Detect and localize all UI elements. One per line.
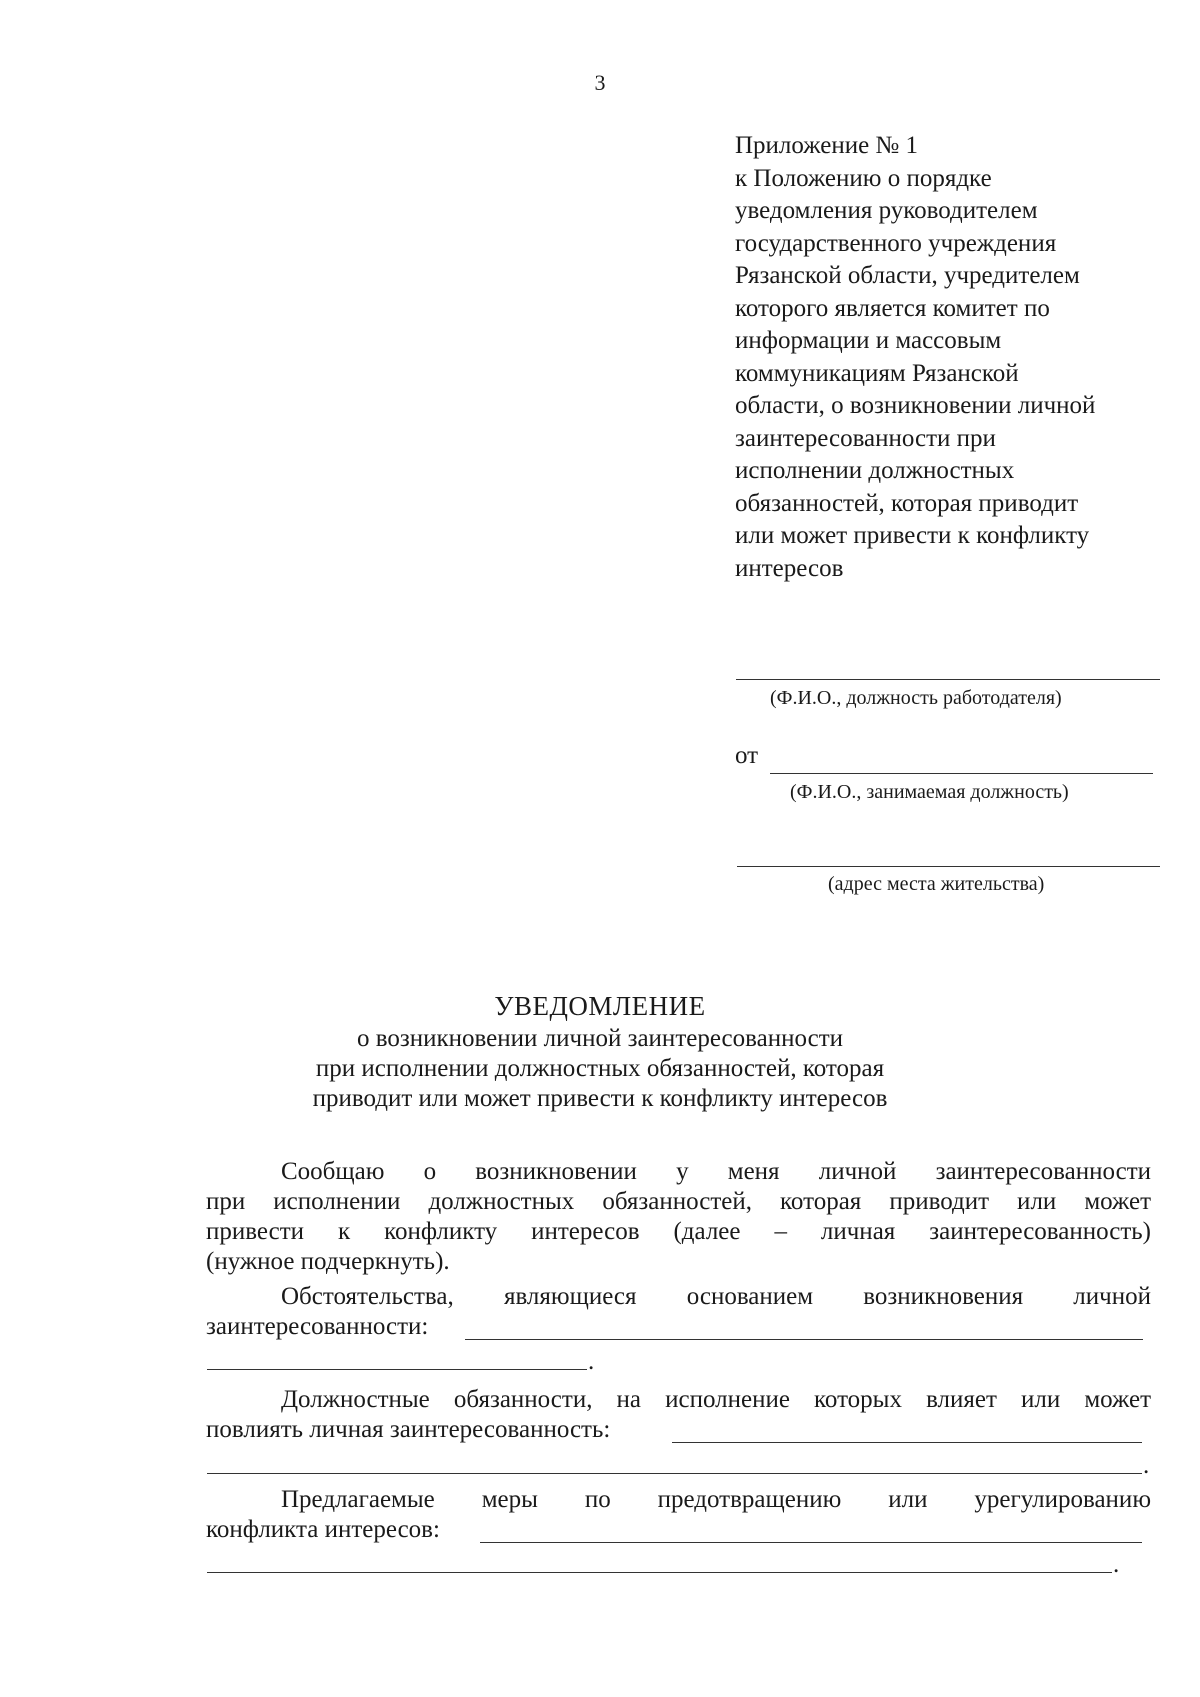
appendix-line: Приложение № 1 (735, 132, 919, 159)
appendix-line: информации и массовым (735, 327, 1002, 354)
address-field-line[interactable] (737, 866, 1160, 867)
body-line: (нужное подчеркнуть). (206, 1248, 450, 1275)
duties-label: повлиять личная заинтересованность: (206, 1416, 611, 1443)
appendix-line: Рязанской области, учредителем (735, 262, 1080, 289)
body-line: привести к конфликту интересов (далее – личная заинтересованность) (206, 1218, 1151, 1245)
appendix-reference (735, 130, 1175, 585)
paragraph-circumstances (206, 1282, 1151, 1312)
title-line: при исполнении должностных обязанностей, которая (315, 1055, 885, 1082)
page-number: 3 (594, 70, 606, 95)
paragraph-duties (206, 1385, 1151, 1415)
notification-title-block (0, 988, 1200, 1114)
period: . (588, 1348, 595, 1375)
document-title: УВЕДОМЛЕНИЕ (494, 991, 706, 1021)
appendix-line: или может привести к конфликту (735, 522, 1090, 549)
appendix-line: которого является комитет по (735, 294, 1050, 322)
body-line: Должностные обязанности, на исполнение которых влияет или может (281, 1386, 1151, 1413)
body-line: Обстоятельства, являющиеся основанием возникновения личной (281, 1283, 1151, 1310)
title-line: о возникновении личной заинтересованности (356, 1025, 844, 1052)
body-line: Предлагаемые меры по предотвращению или урегулированию (281, 1486, 1151, 1513)
appendix-line: интересов (735, 554, 844, 582)
circumstances-field-line-2[interactable] (207, 1369, 587, 1370)
paragraph-measures (206, 1485, 1151, 1515)
circumstances-field-line[interactable] (465, 1339, 1143, 1340)
duties-field-line-2[interactable] (207, 1473, 1142, 1474)
measures-label: конфликта интересов: (206, 1516, 440, 1543)
period: . (1113, 1551, 1120, 1578)
appendix-line: области, о возникновении личной (735, 392, 1096, 419)
appendix-line: к Положению о порядке (735, 164, 992, 192)
duties-field-line[interactable] (672, 1442, 1142, 1443)
appendix-line: обязанностей, которая приводит (735, 489, 1079, 517)
body-line: при исполнении должностных обязанностей, которая приводит или может (206, 1188, 1151, 1215)
appendix-line: заинтересованности при (735, 424, 996, 452)
appendix-line: коммуникациям Рязанской (735, 359, 1019, 387)
employer-caption: (Ф.И.О., должность работодателя) (770, 687, 1062, 709)
body-line: Сообщаю о возникновении у меня личной заинтересованности (281, 1158, 1151, 1185)
employer-field-line[interactable] (736, 679, 1160, 680)
employee-field-line[interactable] (770, 773, 1153, 774)
appendix-line: государственного учреждения (735, 229, 1057, 257)
appendix-line: уведомления руководителем (735, 197, 1038, 224)
measures-field-line[interactable] (480, 1542, 1142, 1543)
from-label: от (735, 742, 759, 769)
period: . (1143, 1452, 1150, 1479)
address-caption: (адрес места жительства) (828, 873, 1045, 895)
appendix-line: исполнении должностных (735, 457, 1015, 484)
paragraph-notification (206, 1157, 1151, 1277)
circumstances-label: заинтересованности: (206, 1313, 429, 1340)
measures-field-line-2[interactable] (207, 1572, 1112, 1573)
employee-caption: (Ф.И.О., занимаемая должность) (790, 781, 1069, 803)
title-line: приводит или может привести к конфликту интересов (312, 1085, 888, 1112)
